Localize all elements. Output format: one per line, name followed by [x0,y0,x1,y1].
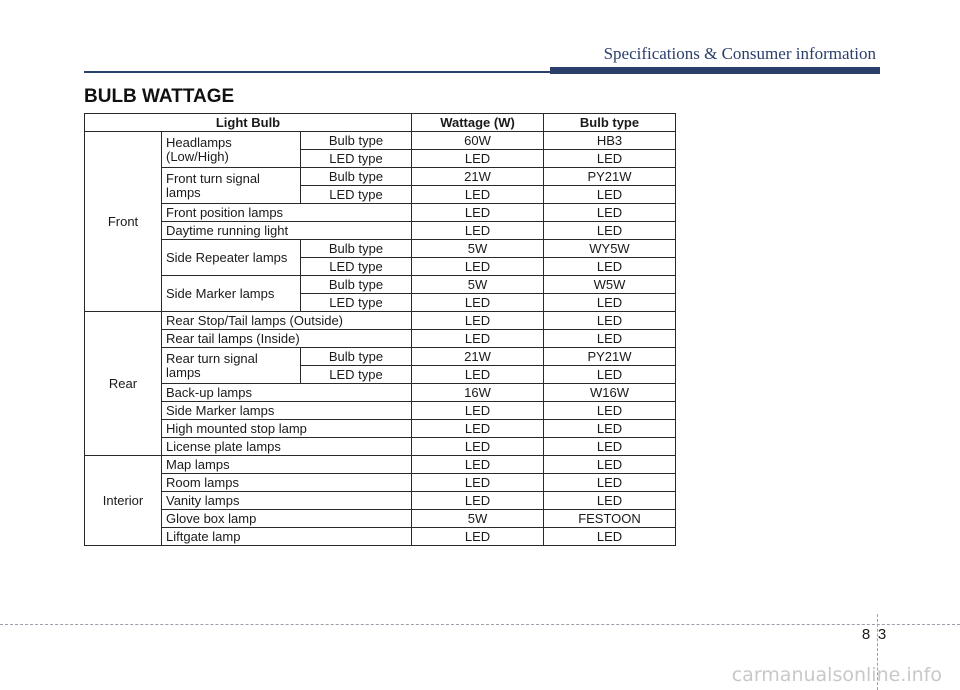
bulb-wattage-table [84,113,676,546]
row-item-label: Rear Stop/Tail lamps (Outside) [162,312,412,330]
table-row [85,222,676,240]
row-wattage: 5W [412,510,544,528]
table-row [85,204,676,222]
row-bulb-type: LED [544,186,676,204]
row-bulb-type: W16W [544,384,676,402]
row-item-label: Front turn signal lamps [162,168,301,204]
page-sub-number: 3 [877,626,887,643]
row-bulb-type: LED [544,204,676,222]
row-sub-label: Bulb type [301,276,412,294]
table-row [85,420,676,438]
row-bulb-type: LED [544,258,676,276]
row-bulb-type: WY5W [544,240,676,258]
row-wattage: LED [412,222,544,240]
group-label-front: Front [85,132,162,312]
row-bulb-type: W5W [544,276,676,294]
row-item-label: Front position lamps [162,204,412,222]
row-bulb-type: LED [544,366,676,384]
row-bulb-type: LED [544,492,676,510]
row-wattage: LED [412,474,544,492]
row-item-label: High mounted stop lamp [162,420,412,438]
row-wattage: LED [412,420,544,438]
table-row [85,330,676,348]
watermark: carmanualsonline.info [731,664,942,686]
row-wattage: LED [412,150,544,168]
row-item-label: Side Marker lamps [162,276,301,312]
row-bulb-type: LED [544,222,676,240]
row-sub-label: Bulb type [301,240,412,258]
row-sub-label: LED type [301,150,412,168]
footer-dashed-rule [0,624,960,625]
row-item-label: Daytime running light [162,222,412,240]
row-bulb-type: HB3 [544,132,676,150]
row-sub-label: Bulb type [301,132,412,150]
table-header-row [85,114,676,132]
row-wattage: LED [412,186,544,204]
table-row [85,438,676,456]
column-header-bulb-type: Bulb type [544,114,676,132]
row-bulb-type: LED [544,420,676,438]
row-wattage: LED [412,258,544,276]
row-item-label: Side Marker lamps [162,402,412,420]
table-row [85,510,676,528]
row-item-label: Side Repeater lamps [162,240,301,276]
table-row [85,528,676,546]
row-wattage: LED [412,528,544,546]
table-row [85,276,676,294]
table-row [85,474,676,492]
table-row [85,402,676,420]
row-item-label: Room lamps [162,474,412,492]
row-wattage: LED [412,438,544,456]
row-wattage: LED [412,312,544,330]
table-row [85,384,676,402]
row-item-label: License plate lamps [162,438,412,456]
row-bulb-type: PY21W [544,348,676,366]
row-bulb-type: PY21W [544,168,676,186]
row-item-label: Headlamps (Low/High) [162,132,301,168]
table-row [85,240,676,258]
row-bulb-type: LED [544,312,676,330]
row-wattage: LED [412,456,544,474]
row-wattage: 16W [412,384,544,402]
row-bulb-type: LED [544,528,676,546]
row-sub-label: Bulb type [301,168,412,186]
row-wattage: 5W [412,240,544,258]
row-item-label: Vanity lamps [162,492,412,510]
table-row [85,312,676,330]
group-label-rear: Rear [85,312,162,456]
row-sub-label: LED type [301,366,412,384]
table-row [85,456,676,474]
row-bulb-type: FESTOON [544,510,676,528]
row-wattage: LED [412,330,544,348]
table-row [85,132,676,150]
row-bulb-type: LED [544,456,676,474]
row-wattage: 21W [412,348,544,366]
row-wattage: LED [412,402,544,420]
row-wattage: LED [412,204,544,222]
row-wattage: 5W [412,276,544,294]
row-item-label: Liftgate lamp [162,528,412,546]
page-number [858,626,890,643]
row-item-label: Rear turn signal lamps [162,348,301,384]
header-thin-rule [84,71,880,73]
column-header-wattage: Wattage (W) [412,114,544,132]
row-wattage: LED [412,294,544,312]
row-wattage: LED [412,366,544,384]
row-bulb-type: LED [544,474,676,492]
table-row [85,168,676,186]
row-wattage: LED [412,492,544,510]
row-sub-label: LED type [301,294,412,312]
row-item-label: Map lamps [162,456,412,474]
table-row [85,492,676,510]
table-row [85,348,676,366]
row-item-label: Back-up lamps [162,384,412,402]
page-header-title: Specifications & Consumer information [603,44,876,63]
row-bulb-type: LED [544,438,676,456]
column-header-light-bulb: Light Bulb [85,114,412,132]
row-bulb-type: LED [544,294,676,312]
page-chapter-number: 8 [861,626,871,643]
section-title: BULB WATTAGE [84,86,235,107]
row-bulb-type: LED [544,330,676,348]
row-sub-label: Bulb type [301,348,412,366]
row-bulb-type: LED [544,150,676,168]
row-sub-label: LED type [301,258,412,276]
row-bulb-type: LED [544,402,676,420]
row-wattage: 60W [412,132,544,150]
group-label-interior: Interior [85,456,162,546]
row-sub-label: LED type [301,186,412,204]
row-item-label: Rear tail lamps (Inside) [162,330,412,348]
row-item-label: Glove box lamp [162,510,412,528]
row-wattage: 21W [412,168,544,186]
